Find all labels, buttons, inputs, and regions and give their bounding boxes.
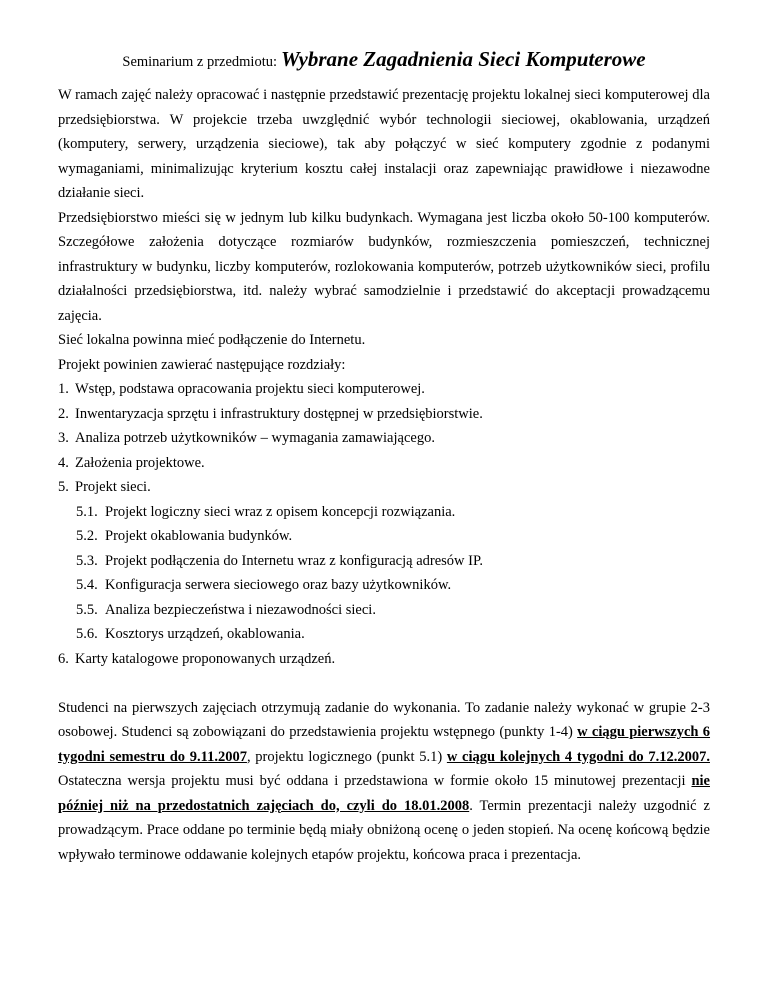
list-text: Założenia projektowe. xyxy=(75,454,205,471)
chapters-intro: Projekt powinien zawierać następujące rozdziały: xyxy=(58,356,346,373)
list-item xyxy=(58,377,710,402)
paragraph-gap xyxy=(58,671,710,696)
list-text: Projekt sieci. xyxy=(75,479,151,495)
sub-list-text: Konfiguracja serwera sieciowego oraz bazy użytkowników. xyxy=(105,577,452,593)
sub-list-text: Projekt podłączenia do Internetu wraz z konfiguracją adresów IP. xyxy=(105,552,484,569)
list-item xyxy=(58,426,710,451)
document-title xyxy=(58,44,710,77)
list-text: Analiza potrzeb użytkowników – wymagania zamawiającego. xyxy=(75,430,435,446)
list-number: 2. xyxy=(58,405,69,422)
deadlines-text-4: . Termin prezentacji należy uzgodnić z prowadzącym. Prace oddane po terminie będą miały obniżoną ocenę o jeden stopień. Na ocenę końcową będzie wpływało terminowe oddawanie kolejnych etapów projektu, końcowa praca i prezentacja. xyxy=(58,797,710,863)
deadlines-text-3: Ostateczna wersja projektu musi być oddana i przedstawiona w formie około 15 minutowej prezentacji xyxy=(58,773,692,789)
list-item xyxy=(58,475,710,500)
list-text: Wstęp, podstawa opracowania projektu sieci komputerowej. xyxy=(75,381,425,397)
list-item xyxy=(58,402,710,427)
sub-list-number: 5.6. xyxy=(76,626,98,642)
list-text: Inwentaryzacja sprzętu i infrastruktury dostępnej w przedsiębiorstwie. xyxy=(75,405,483,422)
list-text: Karty katalogowe proponowanych urządzeń. xyxy=(75,650,336,667)
list-number: 6. xyxy=(58,650,69,667)
list-number: 4. xyxy=(58,454,69,471)
list-item xyxy=(58,647,710,672)
deadline-3: nie później niż na przedostatnich zajęciach do, czyli do 18.01.2008 xyxy=(58,773,710,814)
deadline-1: w ciągu pierwszych 6 tygodni semestru do 9.11.2007 xyxy=(58,724,711,765)
sub-list-item xyxy=(58,573,710,598)
company-paragraph: Przedsiębiorstwo mieści się w jednym lub kilku budynkach. Wymagana jest liczba około 50-100 komputerów. Szczegółowe założenia dotyczące rozmiarów budynków, rozmieszczenia pomieszczeń, technicznej infrastruktury w budynku, liczby komputerów, rozlokowania komputerów, potrzeb użytkowników sieci, profilu działalności przedsiębiorstwa, itd. należy wybrać samodzielnie i przedstawić do akceptacji prowadzącemu zajęcia. xyxy=(58,209,710,324)
title-subject: Wybrane Zagadnienia Sieci Komputerowe xyxy=(281,47,646,71)
sub-list-text: Analiza bezpieczeństwa i niezawodności sieci. xyxy=(105,601,376,618)
sub-list-text: Projekt logiczny sieci wraz z opisem koncepcji rozwiązania. xyxy=(105,503,456,520)
sub-list-number: 5.3. xyxy=(76,552,98,569)
intro-paragraph: W ramach zajęć należy opracować i następnie przedstawić prezentację projektu lokalnej sieci komputerowej dla przedsiębiorstwa. W projekcie trzeba uwzględnić wybór technologii sieciowej, okablowania, urządzeń (komputery, serwery, urządzenia sieciowe), tak aby połączyć w sieć komputery zgodnie z podanymi wymaganiami, minimalizując kryterium kosztu całej instalacji oraz zapewniając prawidłowe i niezawodne działanie sieci. xyxy=(58,87,710,201)
sub-list-number: 5.4. xyxy=(76,577,98,593)
list-number: 1. xyxy=(58,381,69,397)
internet-paragraph: Sieć lokalna powinna mieć podłączenie do Internetu. xyxy=(58,332,366,348)
sub-list-item xyxy=(58,524,710,549)
title-prefix: Seminarium z przedmiotu: xyxy=(122,54,278,70)
deadlines-paragraph xyxy=(58,696,710,868)
deadline-2: w ciągu kolejnych 4 tygodni do 7.12.2007. xyxy=(446,748,710,765)
sub-list-item xyxy=(58,622,710,647)
sub-list-number: 5.1. xyxy=(76,503,98,520)
list-number: 3. xyxy=(58,430,69,446)
list-item xyxy=(58,451,710,476)
sub-list-item xyxy=(58,549,710,574)
sub-list-text: Kosztorys urządzeń, okablowania. xyxy=(105,626,305,642)
sub-list-item xyxy=(58,500,710,525)
sub-list-number: 5.5. xyxy=(76,601,98,618)
list-number: 5. xyxy=(58,479,69,495)
deadlines-text-2: , projektu logicznego (punkt 5.1) xyxy=(246,748,447,765)
sub-list-item xyxy=(58,598,710,623)
sub-list-number: 5.2. xyxy=(76,528,98,544)
deadlines-text-1: Studenci na pierwszych zajęciach otrzymują zadanie do wykonania. To zadanie należy wykonać w grupie 2-3 osobowej. Studenci są zobowiązani do przedstawienia projektu wstępnego (punkty 1-4) xyxy=(58,699,710,740)
sub-list-text: Projekt okablowania budynków. xyxy=(105,528,293,544)
chapter-list xyxy=(58,377,710,671)
